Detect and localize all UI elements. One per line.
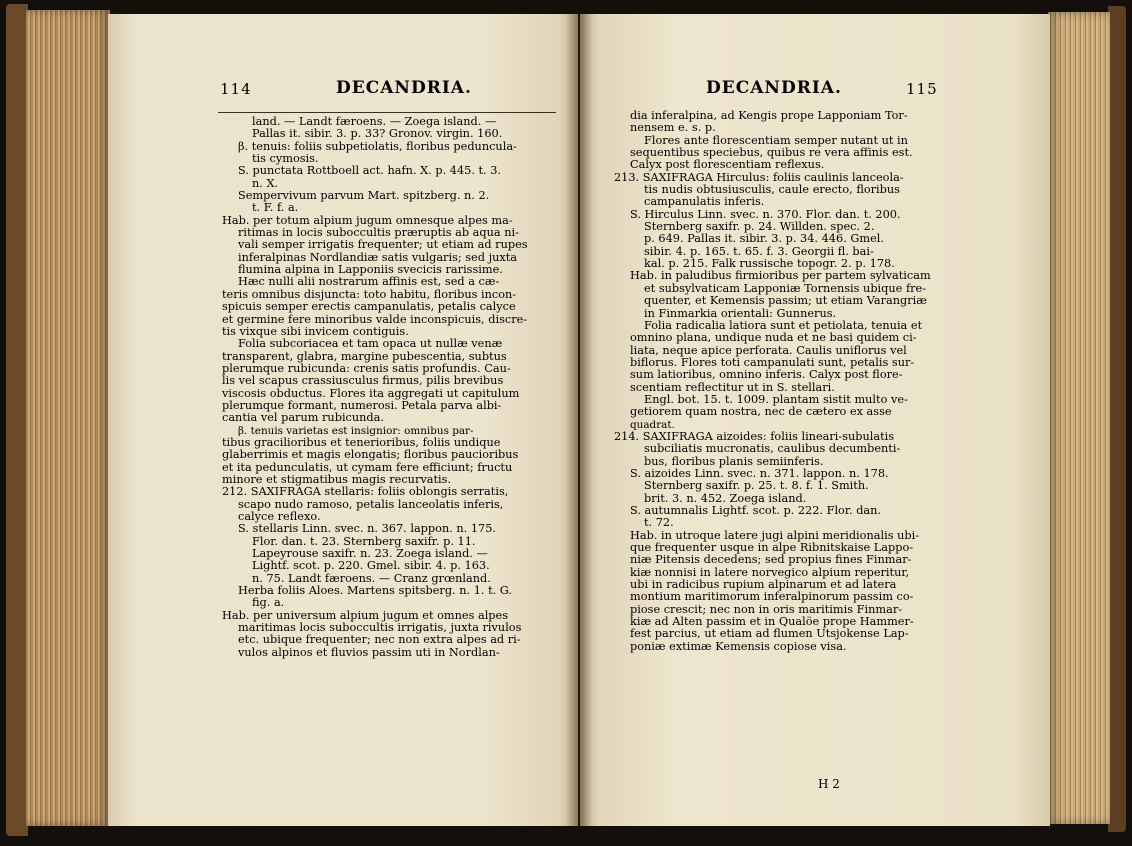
text-line: omnino plana, undique nuda et ne basi quidem ci-	[630, 331, 917, 345]
text-line: kal. p. 215. Falk russische topogr. 2. p. 178.	[644, 257, 895, 271]
text-line: teris omnibus disjuncta: toto habitu, floribus incon-	[222, 287, 517, 301]
book-cover-right	[1108, 6, 1126, 832]
book-cover-left	[6, 4, 28, 836]
text-line: S. aizoides Linn. svec. n. 371. lappon. n. 178.	[630, 466, 889, 480]
text-line: maritimas locis suboccultis irrigatis, juxta rivulos	[238, 621, 522, 635]
text-line: Folia subcoriacea et tam opaca ut nullæ venæ	[238, 337, 503, 351]
text-line: viscosis obductus. Flores ita aggregati ut capitulum	[222, 386, 520, 400]
text-line: sibir. 4. p. 165. t. 65. f. 3. Georgii fl. bai-	[644, 244, 874, 258]
text-line: Lightf. scot. p. 220. Gmel. sibir. 4. p. 163.	[252, 559, 490, 573]
text-line: fest parcius, ut etiam ad flumen Utsjokense Lap-	[630, 627, 909, 641]
text-line: kiæ ad Alten passim et in Qualöe prope Hammer-	[630, 615, 914, 629]
text-line: montium maritimorum inferalpinorum passim co-	[630, 590, 914, 604]
text-line: et subsylvaticam Lapponiæ Tornensis ubique fre-	[644, 281, 927, 295]
text-line: cantia vel parum rubicunda.	[222, 411, 384, 425]
text-line: minore et stigmatibus magis recurvatis.	[222, 472, 451, 486]
text-line: 214. SAXIFRAGA aizoides: foliis lineari-subulatis	[614, 429, 895, 443]
text-line: subciliatis mucronatis, caulibus decumbenti-	[644, 442, 901, 456]
text-line: β. tenuis varietas est insignior: omnibus par-	[238, 424, 474, 437]
text-line: vulos alpinos et fluvios passim uti in Nordlan-	[238, 645, 500, 659]
text-line: que frequenter usque in alpe Ribnitskaise Lappo-	[630, 541, 914, 555]
text-line: flumina alpina in Lapponiis svecicis rarissime.	[238, 263, 503, 277]
text-line: p. 649. Pallas it. sibir. 3. p. 34. 446. Gmel.	[644, 232, 884, 246]
text-line: inferalpinas Nordlandiæ satis vulgaris; sed juxta	[238, 250, 517, 264]
text-line: campanulatis inferis.	[644, 195, 765, 209]
text-line: Hab. in utroque latere jugi alpini meridionalis ubi-	[630, 528, 920, 542]
text-line: dia inferalpina, ad Kengis prope Lapponiam Tor-	[630, 109, 908, 122]
text-line: Hæc nulli alii nostrarum affinis est, sed a cæ-	[238, 275, 500, 289]
text-line: Sempervivum parvum Mart. spitzberg. n. 2.	[238, 189, 490, 203]
text-line: Flores ante florescentiam semper nutant ut in	[644, 133, 908, 147]
text-line: ritimas in locis suboccultis præruptis ab aqua ni-	[238, 226, 519, 240]
text-line: poniæ extimæ Kemensis copiose visa.	[630, 639, 847, 653]
text-line: spicuis semper erectis campanulatis, petalis calyce	[222, 300, 516, 314]
text-line: Flor. dan. t. 23. Sternberg saxifr. p. 11.	[252, 534, 476, 548]
text-line: plerumque rubicunda: crenis satis profundis. Cau-	[222, 361, 511, 375]
text-line: t. 72.	[644, 516, 674, 530]
text-line: getiorem quam nostra, nec de cætero ex asse	[630, 405, 892, 419]
text-line: brit. 3. n. 452. Zoega island.	[644, 491, 807, 505]
text-line: quadrat.	[630, 418, 675, 431]
text-line: land. — Landt færoens. — Zoega island. —	[252, 115, 497, 128]
text-line: Calyx post florescentiam reflexus.	[630, 158, 825, 172]
text-line: Lapeyrouse saxifr. n. 23. Zoega island. —	[252, 547, 488, 561]
left-page-header	[220, 76, 560, 110]
text-line: Hab. per universum alpium jugum et omnes alpes	[222, 608, 509, 622]
text-line: transparent, glabra, margine pubescentia, subtus	[222, 349, 507, 363]
left-page-text	[222, 116, 562, 659]
text-line: Hab. in paludibus firmioribus per partem sylvaticam	[630, 269, 931, 283]
text-line: ubi in radicibus rupium alpinarum et ad latera	[630, 578, 897, 592]
text-line: Sternberg saxifr. p. 24. Willden. spec. 2.	[644, 220, 875, 234]
text-line: Folia radicalia latiora sunt et petiolata, tenuia et	[644, 318, 923, 332]
text-line: vali semper irrigatis frequenter; ut etiam ad rupes	[238, 238, 528, 252]
text-line: et germine fere minoribus valde inconspicuis, discre-	[222, 312, 528, 326]
text-line: Pallas it. sibir. 3. p. 33? Gronov. virgin. 160.	[252, 127, 503, 141]
book-gutter	[566, 14, 592, 826]
text-line: plerumque formant, numerosi. Petala parva albi-	[222, 398, 502, 412]
text-line: liata, neque apice perforata. Caulis uniflorus vel	[630, 343, 907, 357]
text-line: piose crescit; nec non in oris maritimis Finmar-	[630, 602, 903, 616]
text-line: β. tenuis: foliis subpetiolatis, floribus peduncula-	[238, 139, 517, 153]
text-line: Hab. per totum alpium jugum omnesque alpes ma-	[222, 213, 513, 227]
text-line: scentiam reflectitur ut in S. stellari.	[630, 380, 835, 394]
text-line: n. X.	[252, 176, 279, 190]
text-line: tis vixque sibi invicem contiguis.	[222, 324, 409, 338]
text-line: kiæ nonnisi in latere norvegico alpium reperitur,	[630, 565, 910, 579]
text-line: tis cymosis.	[252, 152, 319, 166]
text-line: n. 75. Landt færoens. — Cranz grœnland.	[252, 571, 491, 585]
text-line: calyce reflexo.	[238, 510, 321, 523]
text-line: fig. a.	[252, 596, 285, 610]
text-line: S. Hirculus Linn. svec. n. 370. Flor. dan. t. 200.	[630, 207, 901, 221]
right-page-text	[614, 110, 954, 653]
page-edges-right	[1048, 12, 1110, 824]
text-line: nensem e. s. p.	[630, 121, 716, 135]
right-page-number: 115	[906, 80, 938, 98]
text-line: Engl. bot. 15. t. 1009. plantam sistit multo ve-	[644, 392, 908, 406]
right-page-header	[618, 76, 958, 110]
text-line: S. autumnalis Lightf. scot. p. 222. Flor. dan.	[630, 504, 882, 517]
signature-mark: H 2	[818, 777, 840, 791]
text-line: scapo nudo ramoso, petalis lanceolatis inferis,	[238, 497, 504, 511]
left-page-number: 114	[220, 80, 252, 98]
text-line: sum latioribus, omnino inferis. Calyx post flore-	[630, 368, 903, 382]
page-edges-left	[26, 10, 110, 826]
text-line: Sternberg saxifr. p. 25. t. 8. f. 1. Smith.	[644, 479, 869, 493]
text-line: lis vel scapus crassiusculus firmus, pilis brevibus	[222, 374, 504, 388]
text-line: S. punctata Rottboell act. hafn. X. p. 445. t. 3.	[238, 164, 502, 178]
text-line: niæ Pitensis decedens; sed propius fines Finmar-	[630, 553, 912, 567]
text-line: sequentibus speciebus, quibus re vera affinis est.	[630, 146, 913, 160]
text-line: bus, floribus planis semiinferis.	[644, 454, 824, 468]
text-line: t. F. f. a.	[252, 201, 299, 215]
text-line: tis nudis obtusiusculis, caule erecto, floribus	[644, 183, 900, 197]
text-line: quenter, et Kemensis passim; ut etiam Varangriæ	[644, 294, 927, 308]
text-line: glaberrimis et magis elongatis; floribus paucioribus	[222, 448, 519, 462]
text-line: et ita pedunculatis, ut cymam fere efficiunt; fructu	[222, 460, 513, 474]
text-line: etc. ubique frequenter; nec non extra alpes ad ri-	[238, 633, 521, 647]
left-header-rule	[218, 112, 556, 113]
text-line: 212. SAXIFRAGA stellaris: foliis oblongis serratis,	[222, 485, 509, 499]
right-running-title: DECANDRIA.	[706, 78, 842, 98]
text-line: Herba foliis Aloes. Martens spitsberg. n. 1. t. G.	[238, 584, 513, 598]
text-line: biflorus. Flores toti campanulati sunt, petalis sur-	[630, 355, 915, 369]
text-line: tibus gracilioribus et tenerioribus, foliis undique	[222, 435, 501, 449]
text-line: 213. SAXIFRAGA Hirculus: foliis caulinis lanceola-	[614, 170, 904, 184]
text-line: in Finmarkia orientali: Gunnerus.	[644, 306, 837, 320]
left-running-title: DECANDRIA.	[336, 78, 472, 98]
text-line: S. stellaris Linn. svec. n. 367. lappon. n. 175.	[238, 522, 497, 536]
